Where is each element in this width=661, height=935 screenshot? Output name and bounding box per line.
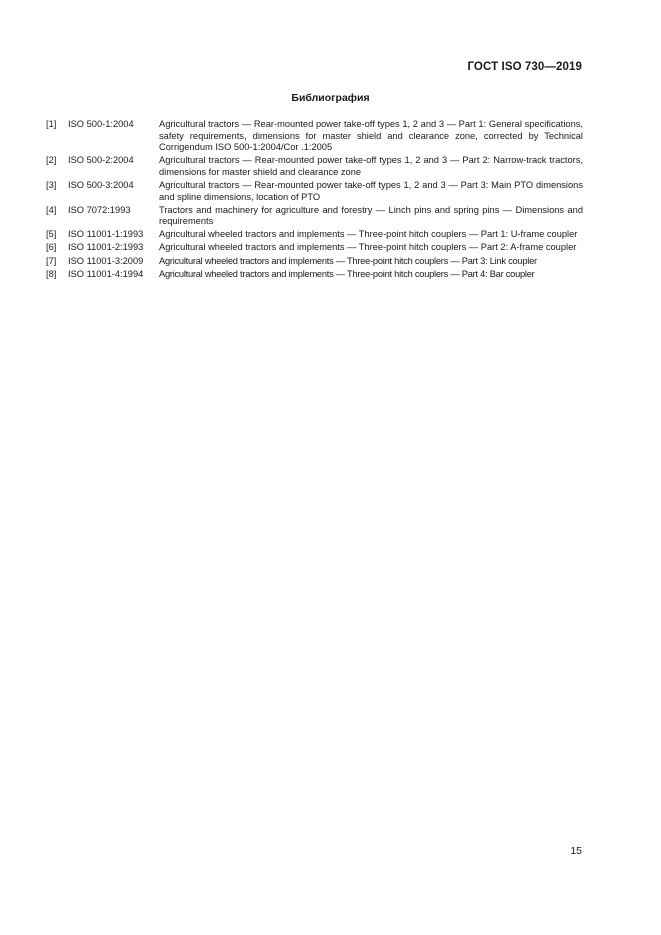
bibliography-entry [46,242,583,254]
entry-number: [7] [46,255,57,266]
entry-title: Agricultural tractors — Rear-mounted power take-off types 1, 2 and 3 — Part 3: Main PTO dimensions and spline dimensions, location of PTO [159,179,583,202]
entry-title: Agricultural wheeled tractors and implements — Three-point hitch couplers — Part 4: Bar coupler [159,268,535,279]
entry-standard-ref: ISO 11001-2:1993 [68,242,144,253]
entry-title: Agricultural tractors — Rear-mounted power take-off types 1, 2 and 3 — Part 1: General specifications, safety requirements, dimensions for master shield and clearance zone, corrected by Technical Corrigendum ISO 500-1:2004/Cor .1:2005 [159,119,583,153]
entry-standard-ref: ISO 11001-3:2009 [68,255,144,266]
entry-standard-ref: ISO 500-2:2004 [68,155,134,166]
bibliography-entry [46,155,583,178]
entry-standard-ref: ISO 7072:1993 [68,204,131,215]
bibliography-entry [46,180,583,203]
entry-title: Agricultural wheeled tractors and implements — Three-point hitch couplers — Part 3: Link coupler [159,255,537,266]
entry-number: [5] [46,229,57,240]
bibliography-entry [46,256,583,268]
entry-title: Agricultural wheeled tractors and implements — Three-point hitch couplers — Part 2: A-frame coupler [159,242,577,253]
entry-number: [2] [46,155,57,166]
entry-standard-ref: ISO 11001-4:1994 [68,268,144,279]
bibliography-entry [46,119,583,154]
entry-number: [4] [46,204,57,215]
entry-number: [3] [46,179,57,190]
entry-number: [6] [46,242,57,253]
entry-title: Tractors and machinery for agriculture and forestry — Linch pins and spring pins — Dimensions and requirements [159,204,583,227]
bibliography-list [46,119,583,282]
entry-number: [1] [46,119,57,129]
bibliography-entry [46,229,583,241]
entry-number: [8] [46,268,57,279]
entry-standard-ref: ISO 500-1:2004 [68,119,134,129]
page-number: 15 [570,845,582,857]
bibliography-entry [46,205,583,228]
bibliography-entry [46,269,583,281]
entry-standard-ref: ISO 11001-1:1993 [68,229,144,240]
document-code: ГОСТ ISO 730—2019 [467,61,582,73]
entry-title: Agricultural wheeled tractors and implements — Three-point hitch couplers — Part 1: U-frame coupler [159,229,578,240]
entry-title: Agricultural tractors — Rear-mounted power take-off types 1, 2 and 3 — Part 2: Narrow-track tractors, dimensions for master shield and clearance zone [159,155,583,177]
entry-standard-ref: ISO 500-3:2004 [68,179,134,190]
bibliography-title: Библиография [291,92,370,104]
